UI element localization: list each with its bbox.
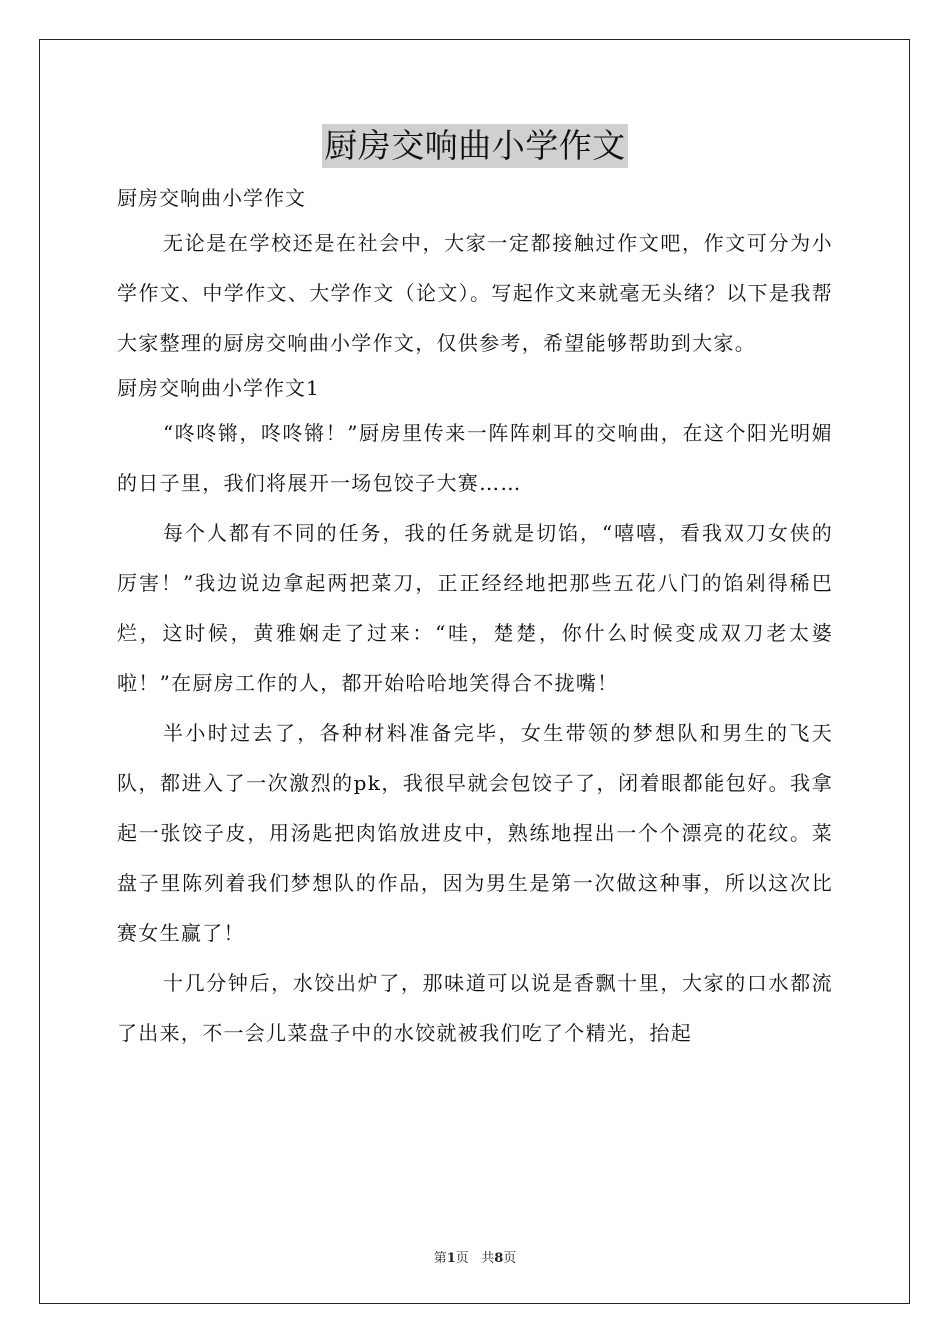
section-title: 厨房交响曲小学作文1 [117, 376, 320, 400]
page-number: 1 [446, 1251, 456, 1266]
intro-paragraph: 无论是在学校还是在社会中，大家一定都接触过作文吧，作文可分为小学作文、中学作文、大学作文（论文）。写起作文来就毫无头绪？以下是我帮大家整理的厨房交响曲小学作文，仅供参考，希望能够帮助到大家。 [117, 231, 833, 355]
body-paragraph: 十几分钟后，水饺出炉了，那味道可以说是香飘十里，大家的口水都流了出来，不一会儿菜盘子中的水饺就被我们吃了个精光，抬起 [117, 971, 833, 1045]
body-paragraph: 半小时过去了，各种材料准备完毕，女生带领的梦想队和男生的飞天队，都进入了一次激烈的pk，我很早就会包饺子了，闭着眼都能包好。我拿起一张饺子皮，用汤匙把肉馅放进皮中，熟练地捏出一个个漂亮的花纹。菜盘子里陈列着我们梦想队的作品，因为男生是第一次做这种事，所以这次比赛女生赢了！ [117, 721, 833, 945]
footer-total-prefix: 共 [481, 1251, 495, 1266]
body-paragraph: 每个人都有不同的任务，我的任务就是切馅，“嘻嘻，看我双刀女侠的厉害！”我边说边拿起两把菜刀，正正经经地把那些五花八门的馅剁得稀巴烂，这时候，黄雅娴走了过来：“哇，楚楚，你什么时候变成双刀老太婆啦！”在厨房工作的人，都开始哈哈地笑得合不拢嘴！ [117, 521, 833, 695]
footer-total-unit: 页 [503, 1251, 517, 1266]
document-title: 厨房交响曲小学作文 [322, 124, 628, 168]
document-subtitle: 厨房交响曲小学作文 [117, 186, 306, 210]
body-paragraph: “咚咚锵，咚咚锵！”厨房里传来一阵阵刺耳的交响曲，在这个阳光明媚的日子里，我们将展开一场包饺子大赛…… [117, 421, 833, 495]
total-pages: 8 [494, 1251, 504, 1266]
footer-prefix: 第 [433, 1251, 447, 1266]
document-body [117, 178, 833, 1058]
title-container [0, 124, 950, 168]
footer-page-unit: 页 [455, 1251, 469, 1266]
page-footer [0, 1247, 950, 1266]
